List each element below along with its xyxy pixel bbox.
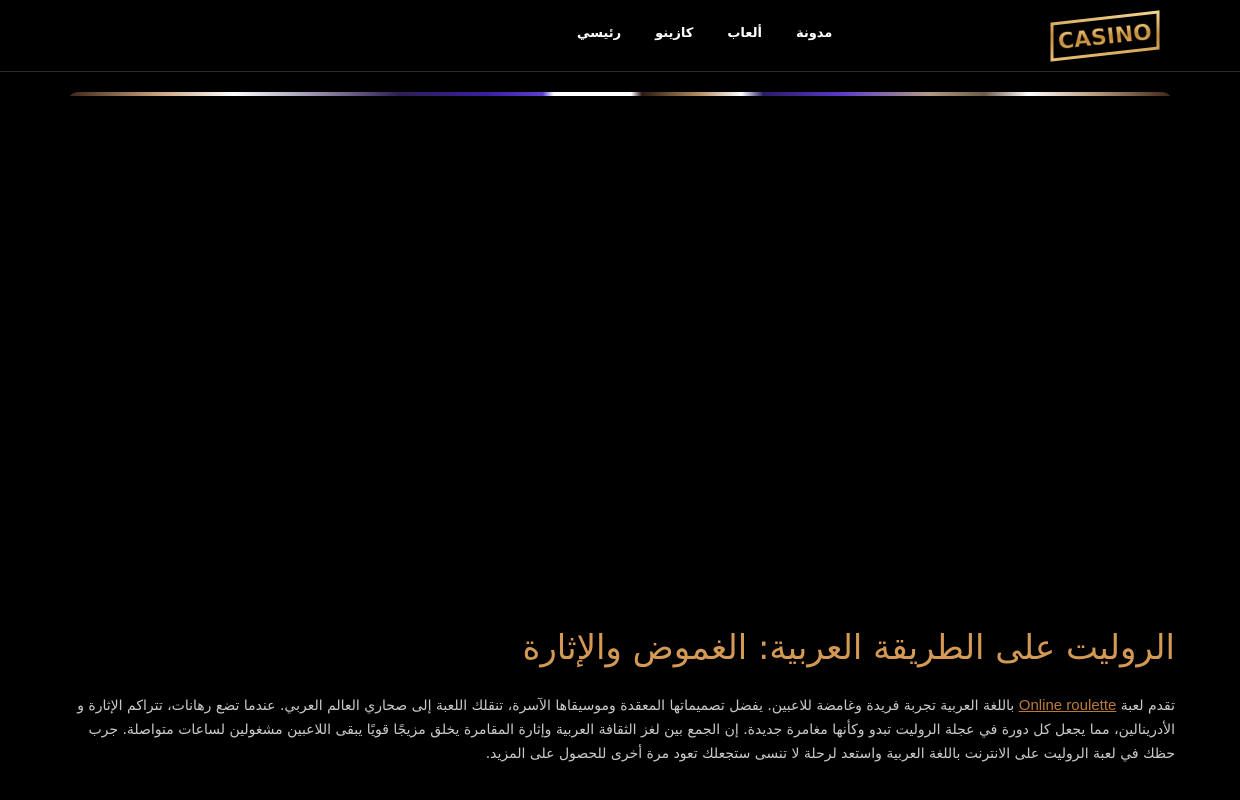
- intro-text-after-link: باللغة العربية تجربة فريدة وغامضة للاعبين. يفضل تصميماتها المعقدة وموسيقاها الآسرة، تنقلك اللعبة إلى صحاري العالم العربي. عندما تضع رهانات، تتراكم الإثارة و الأدرينالين، مما يجعل كل دورة في عجلة الروليت تبدو وكأنها مغامرة جديدة. إن الجمع بين لغز الثقافة العربية وإثارة المقامرة يخلق مزيجًا قويًا يبقى اللاعبين مشغولين لساعات متواصلة. جرب حظك في لعبة الروليت على الانترنت باللغة العربية واستعد لرحلة لا تنسى ستجعلك تعود مرة أخرى للحصول على المزيد.: [77, 698, 1175, 762]
- casino-logo-graphic: [1050, 10, 1160, 62]
- article-title: الروليت على الطريقة العربية: الغموض والإثارة: [522, 628, 1175, 668]
- intro-text-before-link: تقدم لعبة: [1116, 698, 1175, 714]
- online-roulette-link[interactable]: Online roulette: [1018, 697, 1117, 714]
- logo-text: CASINO: [1056, 20, 1154, 55]
- article-intro-paragraph: [65, 694, 1175, 766]
- article-content: [65, 618, 1175, 766]
- casino-logo[interactable]: [1050, 10, 1160, 62]
- hero-image-edge: [68, 92, 1172, 96]
- main-nav: [560, 22, 849, 50]
- nav-item-casino[interactable]: كازينو: [655, 26, 694, 41]
- hero-banner: [68, 92, 1172, 592]
- site-header: [0, 0, 1240, 72]
- nav-item-blog[interactable]: مدونة: [795, 26, 833, 41]
- nav-item-games[interactable]: ألعاب: [727, 26, 762, 41]
- nav-item-home[interactable]: رئيسي: [577, 26, 622, 41]
